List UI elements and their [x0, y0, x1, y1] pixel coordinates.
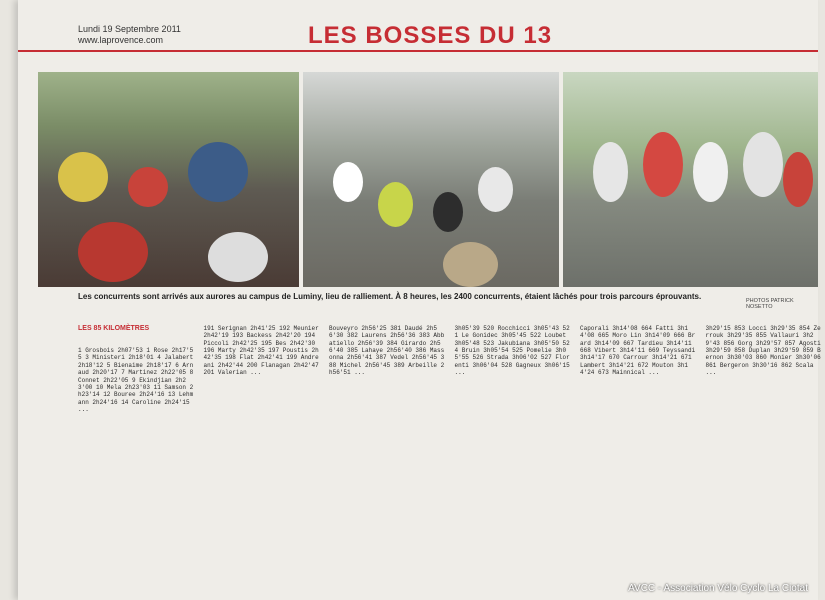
newspaper-page	[18, 0, 825, 600]
photo-riders-line	[563, 72, 818, 287]
issue-date: Lundi 19 Septembre 2011	[78, 24, 181, 34]
results-text: 3h05'39 520 Rocchicci 3h05'43 521 Le Gonidec 3h05'45 522 Loubet 3h05'48 523 Jakubiana 3h05'50 524 Bruin 3h05'54 525 Pomelie 3h05'55 526 Strada 3h06'02 527 Florenti 3h06'04 528 Gagneux 3h06'15 ...	[454, 324, 574, 377]
results-column	[455, 310, 573, 600]
photo-caption: Les concurrents sont arrivés aux aurores au campus de Luminy, lieu de ralliement. À 8 heures, les 2400 concurrents, étaient lâchés pour trois parcours éprouvants.	[78, 292, 702, 301]
photo-road-riders	[303, 72, 560, 287]
header-rule	[18, 50, 818, 52]
results-column	[204, 310, 322, 600]
results-text: 3h29'15 853 Locci 3h29'35 854 Zerrouk 3h29'35 855 Vallauri 3h29'43 856 Gorg 3h29'57 857 Agosti 3h29'59 858 Duplan 3h29'59 859 Bernon 3h30'03 860 Monier 3h30'06 861 Bergeron 3h30'16 862 Scala ...	[705, 324, 825, 377]
results-column	[580, 310, 698, 600]
watermark-credit: AVCC - Association Vélo Cyclo La Ciotat	[628, 583, 808, 594]
page-headline: LES BOSSES DU 13	[308, 22, 553, 49]
results-column	[329, 310, 447, 600]
photo-crowd-start	[38, 72, 299, 287]
website: www.laprovence.com	[78, 35, 164, 45]
results-text: Bouveyro 2h56'25 381 Daudé 2h56'30 382 Laurens 2h56'36 383 Abbatiello 2h56'39 384 Girardo 2h56'40 385 Lahaye 2h56'40 386 Massonna 2h56'41 387 Vedel 2h56'45 388 Michel 2h56'45 389 Arbeille 2h56'51 ...	[329, 324, 445, 377]
page-header	[78, 24, 181, 46]
results-text: 1 Grosbois 2h07'53 1 Rose 2h17'55 3 Ministeri 2h18'01 4 Jalabert 2h18'12 5 Bienaime 2h18'17 6 Arnaud 2h20'17 7 Martinez 2h22'05 8 Connet 2h22'05 9 Ekindjian 2h23'00 10 Mela 2h23'03 11 Samson 2h23'14 12 Bouree 2h24'16 13 Lehmann 2h24'16 14 Caroline 2h24'15 ...	[78, 347, 197, 414]
results-columns	[78, 310, 823, 600]
results-column	[706, 310, 824, 600]
results-text: Caporali 3h14'08 664 Fatti 3h14'08 665 Moro Lin 3h14'09 666 Brard 3h14'09 667 Tardieu 3h14'11 668 Vibert 3h14'11 669 Teyssandi 3h14'17 670 Carrour 3h14'21 671 Lambert 3h14'21 672 Mouton 3h14'24 673 Mainnical ...	[580, 324, 699, 377]
photo-credit: PHOTOS PATRICK NOSETTO	[746, 298, 794, 310]
photo-strip	[38, 72, 818, 287]
results-section-title: LES 85 KILOMÈTRES	[78, 324, 150, 332]
results-text: 191 Serignan 2h41'25 192 Meunier 2h42'19 193 Backess 2h42'20 194 Piccoli 2h42'25 195 Bes 2h42'30 196 Marty 2h42'35 197 Poustis 2h42'35 198 Flat 2h42'41 199 Andreani 2h42'44 200 Flanagan 2h42'47 201 Valerian ...	[203, 324, 323, 377]
results-column	[78, 310, 196, 600]
